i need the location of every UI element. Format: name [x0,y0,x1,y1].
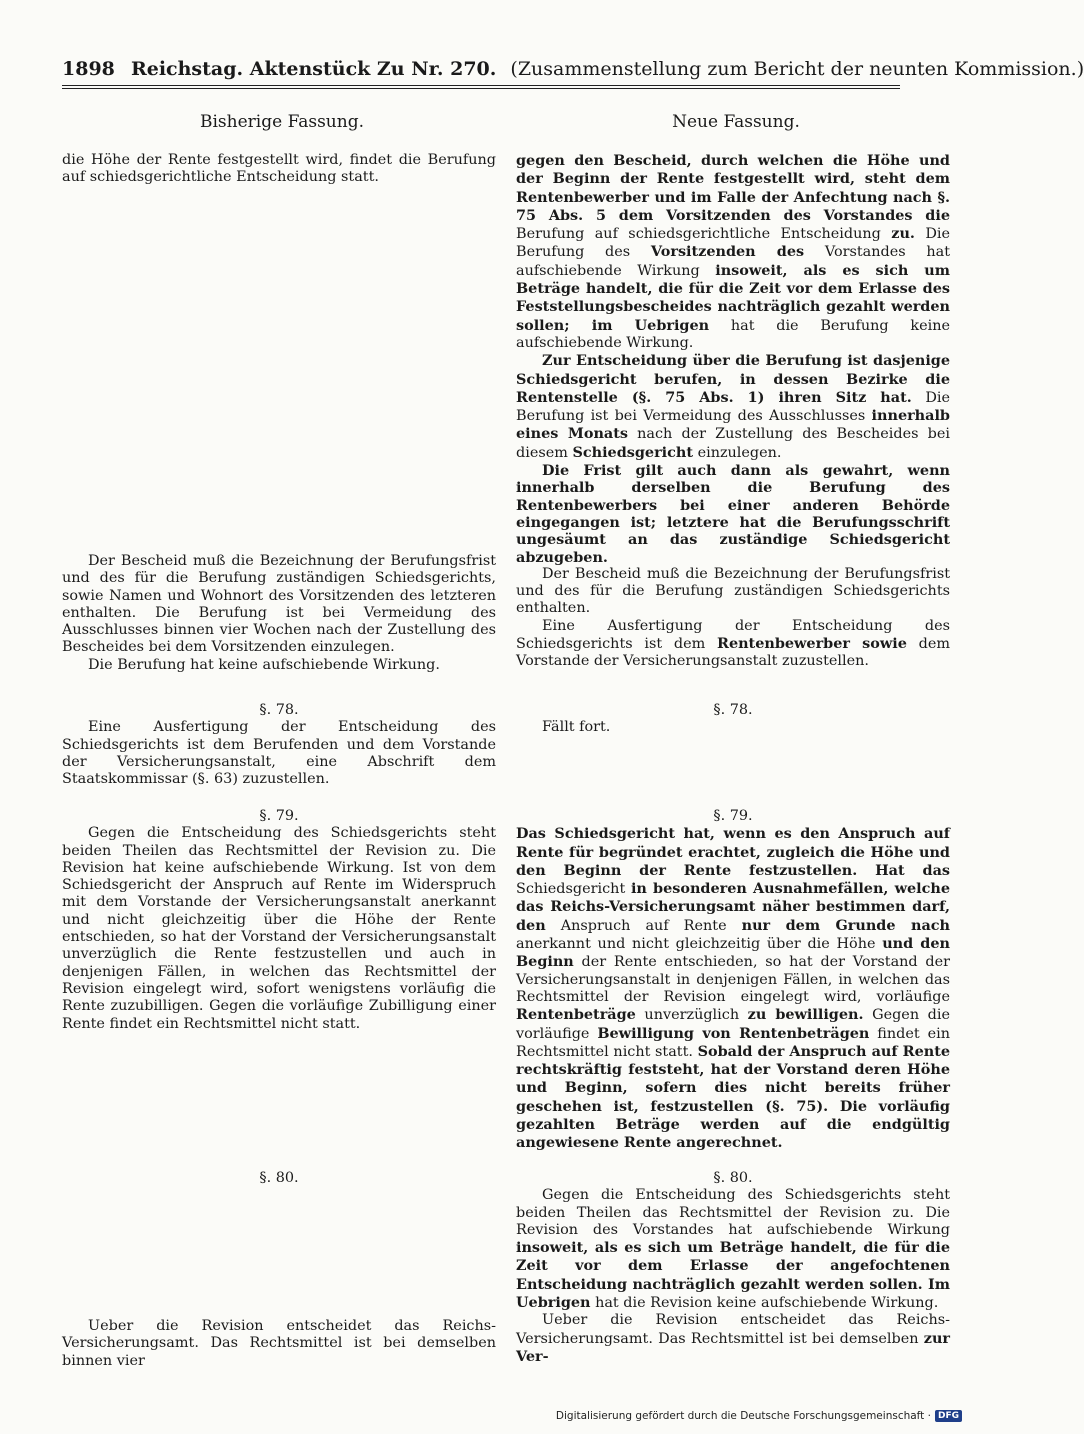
header-title: (Zusammenstellung zum Bericht der neunten Kommission.) [510,58,1084,80]
right-section-79 [516,808,950,1153]
page-number: 1898 [62,58,115,80]
bold-text-run: innerhalb eines Monats [516,407,950,443]
left-column-heading: Bisherige Fassung. [200,112,364,132]
right-top-block [516,152,950,671]
left-bescheid-paragraph: Der Bescheid muß die Bezeichnung der Berufungsfrist und des für die Berufung zuständigen Schiedsgerichts, sowie Namen und Wohnort des Vorsitzenden des letzteren enthalten. Die Berufung ist bei Vermeidung des Ausschlusses binnen vier Wochen nach der Zustellung des Bescheides bei dem Vorsitzenden einzulegen. [62,553,496,656]
left-s79-text: Gegen die Entscheidung des Schiedsgerichts steht beiden Theilen das Rechtsmittel der Revision zu. Die Revision hat keine aufschiebende Wirkung. Ist von dem Schiedsgericht der Anspruch auf Rente im Widerspruch mit dem Vorstande der Versicherungsanstalt anerkannt und nicht gleichzeitig über die Höhe der Rente entschieden, so hat der Vorstand der Versicherungsanstalt unverzüglich die Rente festzustellen und auch in denjenigen Fällen, in welchen das Rechtsmittel der Revision eingelegt wird, sofort wenigstens vorläufig die Rente zuzubilligen. Gegen die vorläufige Zubilligung einer Rente findet ein Rechtsmittel nicht statt. [62,825,496,1032]
text-run: einzulegen. [693,444,782,461]
text-run: Eine Ausfertigung der Entscheidung des Schiedsgerichts ist dem [516,617,950,653]
bold-text-run: zur Ver- [516,1329,950,1365]
bold-text-run: Rentenbeträge [516,1006,636,1024]
text-run: der Rente entschieden, so hat der Vorstand der Versicherungsanstalt in denjenigen Fällen, in welchen das Rechtsmittel der Revision eingelegt wird, vorläufige [516,954,950,1005]
bold-text-run: und den Beginn [516,935,950,971]
bold-text-run: Zur Entscheidung über die Berufung ist dasjenige Schiedsgericht berufen, in dessen Bezirke die Rentenstelle (§. 75 Abs. 1) ihren Sitz hat. [516,352,950,406]
left-keine-paragraph: Die Berufung hat keine aufschiebende Wirkung. [88,656,440,673]
left-intro-text: die Höhe der Rente festgestellt wird, findet die Berufung auf schiedsgerichtliche Entscheidung statt. [62,152,496,186]
text-run: nach der Zustellung des Bescheides bei diesem [516,426,950,461]
header-source: Reichstag. Aktenstück Zu Nr. 270. [130,58,497,80]
text-run: hat die Berufung keine aufschiebende Wirkung. [516,317,950,351]
text-run: Die Berufung des [516,226,951,261]
digitization-footer [556,1410,962,1422]
text-run: Gegen die vorläufige [516,1007,951,1042]
left-s78-text: Eine Ausfertigung der Entscheidung des Schiedsgerichts ist dem Berufenden und dem Vorstande der Versicherungsanstalt, eine Abschrift dem Staatskommissar (§. 63) zuzustellen. [62,719,496,788]
left-section-80-heading-block [62,1170,496,1187]
page-header [62,56,1084,82]
right-column-heading: Neue Fassung. [672,112,800,132]
right-section-80 [516,1170,950,1366]
right-p2 [516,352,950,462]
text-run: hat die Revision keine aufschiebende Wirkung. [590,1295,939,1312]
header-rule [62,85,900,86]
text-run: Schiedsgericht [516,881,631,898]
left-bescheid-block [62,553,496,674]
left-s78-heading: §. 78. [259,702,299,718]
right-s80-heading: §. 80. [713,1170,753,1186]
text-run: Die Berufung ist bei Vermeidung des Ausschlusses [516,389,950,425]
bold-text-run: Bewilligung von Rentenbeträgen [597,1024,870,1042]
bold-text-run: insoweit, als es sich um Beträge handelt, die für die Zeit vor dem Erlasse der angefochtenen Entscheidung nachträglich gezahlt werden sollen. Im Uebrigen [516,1239,950,1312]
dfg-logo: DFG [935,1410,962,1422]
text-run: Anspruch auf Rente [545,917,742,934]
text-run: unverzüglich [635,1007,748,1024]
right-p1 [516,152,950,352]
header-rule-2 [62,88,900,89]
text-run: Ueber die Revision entscheidet das Reichs-Versicherungsamt. Das Rechtsmittel ist bei demselben [516,1312,950,1347]
bold-text-run: Schiedsgericht [572,443,693,461]
right-p4: Der Bescheid muß die Bezeichnung der Berufungsfrist und des für die Berufung zuständigen Schiedsgerichts enthalten. [516,565,950,617]
right-s79-heading: §. 79. [713,808,753,824]
left-section-80-text-block [62,1318,496,1370]
right-p3: Die Frist gilt auch dann als gewahrt, wenn innerhalb derselben die Berufung des Rentenbewerbers bei einer anderen Behörde eingegangen ist; letztere hat die Berufungsschrift ungesäumt an das zuständige Schiedsgericht abzugeben. [516,462,950,566]
left-s79-heading: §. 79. [259,808,299,824]
bold-text-run: Rentenbewerber sowie [716,635,907,653]
right-section-78 [516,702,950,737]
right-s80-p2 [516,1312,950,1366]
right-p5 [516,618,950,671]
bold-text-run: gegen den Bescheid, durch welchen die Höhe und der Beginn der Rente festgestellt wird, steht dem Rentenbewerber und im Falle der Anfechtung nach §. 75 Abs. 5 dem Vorsitzenden des Vorstandes die [516,152,950,224]
bold-text-run: Sobald der Anspruch auf Rente rechtskräftig feststeht, hat der Vorstand deren Höhe und Beginn, sofern dies nicht bereits früher geschehen ist, festzustellen (§. 75). Die vorläufig gezahlten Beträge werden auf die endgültig angewiesene Rente angerechnet. [516,1042,951,1152]
text-run: findet ein Rechtsmittel nicht statt. [516,1025,950,1060]
text-run: dem Vorstande der Versicherungsanstalt zuzustellen. [516,636,950,670]
bold-text-run: zu bewilligen. [747,1006,864,1024]
bold-text-run: Das Schiedsgericht hat, wenn es den Anspruch auf Rente für begründet erachtet, zugleich die Höhe und den Beginn der Rente festzustellen. Hat das [516,825,950,879]
right-s80-p1 [516,1187,950,1312]
bold-text-run: insoweit, als es sich um Beträge handelt, die für die Zeit vor dem Erlasse des Feststellungsbescheides nachträglich gezahlt werden sollen; im Uebrigen [516,261,950,334]
text-run: anerkannt und nicht gleichzeitig über die Höhe [516,936,883,953]
text-run: Berufung auf schiedsgerichtliche Entscheidung [516,226,892,243]
bold-text-run: in besonderen Ausnahmefällen, welche das Reichs-Versicherungsamt näher bestimmen darf, den [516,880,950,934]
left-s80-text: Ueber die Revision entscheidet das Reichs-Versicherungsamt. Das Rechtsmittel ist bei demselben binnen vier [62,1318,496,1369]
text-run: Vorstandes hat aufschiebende Wirkung [516,244,951,279]
left-section-79 [62,808,496,1033]
left-intro [62,152,496,187]
right-s78-heading: §. 78. [713,702,753,718]
right-s79-text [516,825,950,1152]
right-s78-text: Fällt fort. [542,719,611,736]
bold-text-run: Vorsitzenden des [650,243,805,261]
footer-text: Digitalisierung gefördert durch die Deutsche Forschungsgemeinschaft · [555,1410,931,1422]
text-run: Gegen die Entscheidung des Schiedsgerichts steht beiden Theilen das Rechtsmittel der Revision zu. Die Revision des Vorstandes hat aufschiebende Wirkung [516,1187,950,1238]
left-s80-heading: §. 80. [259,1170,299,1186]
bold-text-run: nur dem Grunde nach [741,916,950,934]
bold-text-run: zu. [891,225,915,243]
left-section-78 [62,702,496,788]
